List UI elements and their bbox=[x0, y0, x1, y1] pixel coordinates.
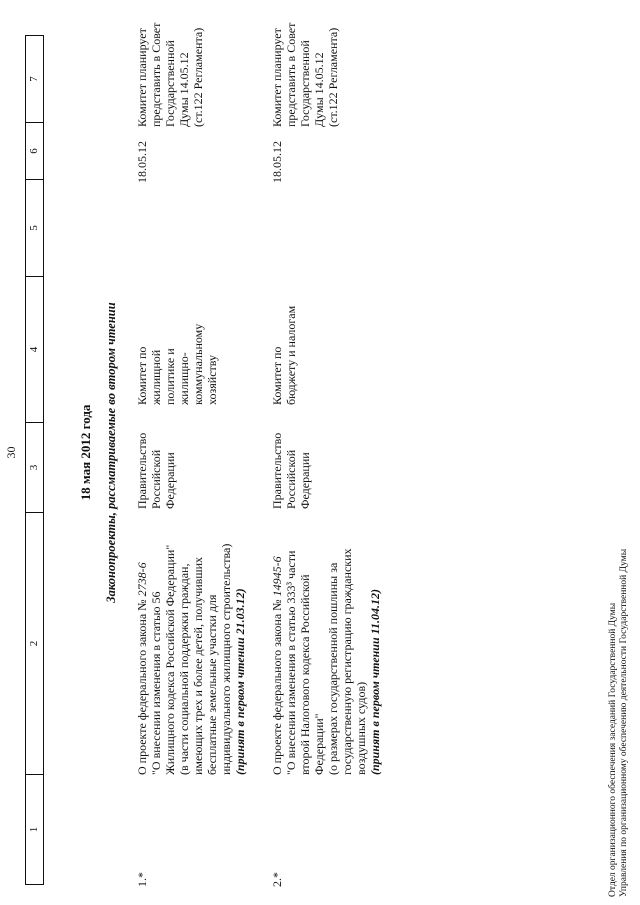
note-line: Думы 14.05.12 bbox=[312, 52, 326, 127]
committee bbox=[135, 295, 219, 405]
note-line: (ст.122 Регламента) bbox=[326, 27, 340, 127]
committee-line: жилищной bbox=[149, 349, 163, 405]
consideration-date: 18.05.12 bbox=[270, 141, 284, 183]
note-line: (ст.122 Регламента) bbox=[191, 27, 205, 127]
initiator-line: Российской bbox=[284, 449, 298, 509]
committee-line: жилищно- bbox=[177, 352, 191, 405]
column-number: 2 bbox=[26, 512, 43, 774]
bill-line: имеющих трех и более детей, получивших bbox=[191, 557, 205, 775]
column-number: 6 bbox=[26, 122, 43, 179]
committee-line: бюджету и налогам bbox=[284, 305, 298, 405]
initiator-line: Федерации bbox=[163, 452, 177, 509]
bill-number: 2738-6 bbox=[135, 562, 149, 597]
committee-line: коммунальному bbox=[191, 323, 205, 405]
column-number: 4 bbox=[26, 276, 43, 422]
bill-number: 14945-6 bbox=[270, 556, 284, 597]
initiator-line: Российской bbox=[149, 449, 163, 509]
bill-line: второй Налогового кодекса Российской bbox=[298, 574, 312, 775]
bill-status: (принят в первом чтении 21.03.12) bbox=[233, 588, 247, 775]
initiator bbox=[135, 419, 177, 509]
note-line: Комитет планирует bbox=[135, 28, 149, 127]
bill-intro: О проекте федерального закона № bbox=[270, 596, 284, 775]
footer bbox=[608, 549, 630, 897]
bill-line: (о размерах государственной пошлины за bbox=[326, 562, 340, 775]
footer-line: Управления по организационному обеспечению деятельности Государственной Думы bbox=[619, 548, 629, 897]
bill-status: (принят в первом чтении 11.04.12) bbox=[368, 589, 382, 775]
page-number: 30 bbox=[4, 446, 18, 459]
column-number: 1 bbox=[26, 774, 43, 884]
bill-line: "О внесении изменения в статью 333³ части bbox=[284, 550, 298, 775]
note-line: представить в Совет bbox=[284, 22, 298, 127]
bill-line: индивидуального жилищного строительства) bbox=[219, 543, 233, 775]
committee-line: Комитет по bbox=[270, 346, 284, 405]
initiator-line: Правительство bbox=[270, 432, 284, 509]
committee bbox=[270, 275, 298, 405]
note-line: Государственной bbox=[298, 40, 312, 127]
committee-line: хозяйству bbox=[205, 354, 219, 405]
column-number: 3 bbox=[26, 422, 43, 512]
bill-line: бесплатные земельные участки для bbox=[205, 594, 219, 775]
column-number: 5 bbox=[26, 179, 43, 276]
bill-line: Федерации" bbox=[312, 713, 326, 775]
committee-line: политике и bbox=[163, 348, 177, 405]
column-number: 7 bbox=[28, 76, 40, 82]
bill-line: воздушных судов) bbox=[354, 681, 368, 775]
date-heading: 18 мая 2012 года bbox=[78, 404, 93, 501]
note-line: Думы 14.05.12 bbox=[177, 52, 191, 127]
section-heading: Законопроекты, рассматриваемые во втором чтении bbox=[104, 302, 118, 603]
footer-line: Отдел организационного обеспечения заседаний Государственной Думы bbox=[608, 602, 618, 897]
bill-line: государственную регистрацию гражданских bbox=[340, 548, 354, 775]
note-line: Комитет планирует bbox=[270, 28, 284, 127]
bill-line: "О внесении изменения в статью 56 bbox=[149, 591, 163, 775]
note-line: представить в Совет bbox=[149, 22, 163, 127]
initiator-line: Правительство bbox=[135, 432, 149, 509]
note-line: Государственной bbox=[163, 40, 177, 127]
consideration-date: 18.05.12 bbox=[135, 141, 149, 183]
row-number: 1.* bbox=[135, 872, 149, 887]
initiator bbox=[270, 419, 312, 509]
initiator-line: Федерации bbox=[298, 452, 312, 509]
note bbox=[270, 2, 340, 127]
bill-description bbox=[135, 527, 247, 775]
row-number: 2.* bbox=[270, 872, 284, 887]
bill-line: (в части социальной поддержки граждан, bbox=[177, 563, 191, 775]
bill-intro: О проекте федерального закона № bbox=[135, 596, 149, 775]
committee-line: Комитет по bbox=[135, 346, 149, 405]
bill-line: Жилищного кодекса Российской Федерации" bbox=[163, 544, 177, 775]
column-number-row bbox=[25, 35, 44, 885]
note bbox=[135, 2, 205, 127]
bill-description bbox=[270, 527, 382, 775]
